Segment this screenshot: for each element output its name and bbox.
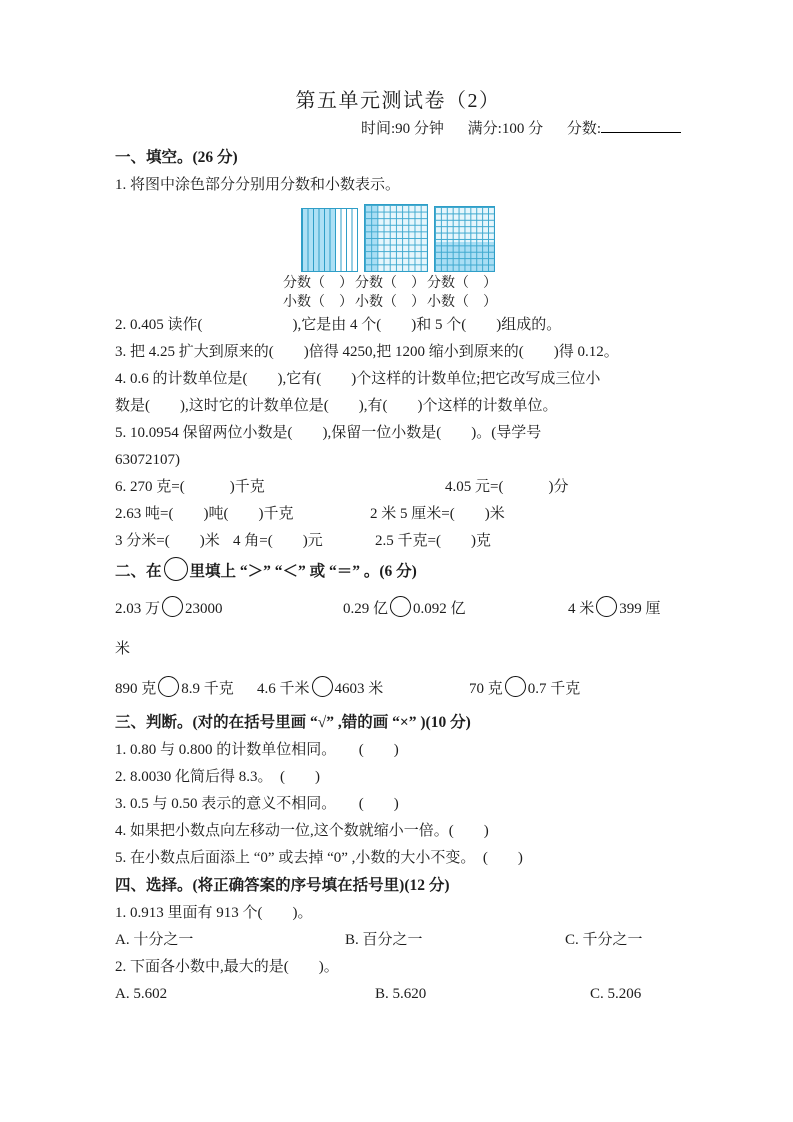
comparison-circle — [390, 596, 411, 617]
s1-q5-line2: 63072107) — [115, 452, 180, 468]
comparison-left: 890 克 — [115, 681, 157, 697]
tenths-strip-grid — [301, 208, 358, 272]
comparison-circle — [158, 676, 179, 697]
s1-q6-row-3 — [115, 528, 681, 555]
option-c: C. 千分之一 — [565, 932, 643, 948]
score-blank-underline — [601, 118, 681, 133]
full-score-label: 满分:100 分 — [467, 121, 544, 137]
hundredths-grid-bottom-shaded — [434, 206, 495, 272]
s1-q1-text: 1. 将图中涂色部分分别用分数和小数表示。 — [115, 177, 401, 193]
comparison-right: 8.9 千克 — [181, 681, 234, 697]
s4-q2-options — [115, 981, 681, 1008]
option-c: C. 5.206 — [590, 986, 642, 1002]
fraction-label: 分数（ ） — [427, 276, 497, 291]
s3-item-5: 5. 在小数点后面添上 “0” 或去掉 “0” ,小数的大小不变。 ( ) — [115, 850, 523, 866]
conversion-item: 2.63 吨=( )吨( )千克 — [115, 506, 294, 522]
hundredths-grid-left-shaded — [364, 204, 428, 272]
s1-q4-line1: 4. 0.6 的计数单位是( ),它有( )个这样的计数单位;把它改写成三位小 — [115, 371, 601, 387]
fraction-label: 分数（ ） — [283, 276, 353, 291]
s3-item-4: 4. 如果把小数点向左移动一位,这个数就缩小一倍。( ) — [115, 823, 489, 839]
comparison-item — [115, 589, 343, 629]
section-4-heading: 四、选择。(将正确答案的序号填在括号里)(12 分) — [115, 877, 450, 894]
s1-q6-row-2 — [115, 501, 681, 528]
comparison-right: 0.7 千克 — [527, 681, 581, 697]
s1-q2-text: 2. 0.405 读作( ),它是由 4 个( )和 5 个( )组成的。 — [115, 317, 562, 333]
s4-q2-text: 2. 下面各小数中,最大的是( )。 — [115, 959, 339, 975]
comparison-left: 70 克 — [469, 681, 503, 697]
conversion-item: 6. 270 克=( )千克 — [115, 479, 265, 495]
comparison-item — [115, 669, 257, 709]
comparison-circle — [162, 596, 183, 617]
comparison-circle — [312, 676, 333, 697]
shaded-grids-figure — [301, 204, 681, 272]
conversion-item: 2.5 千克=( )克 — [375, 533, 491, 549]
s3-item-1: 1. 0.80 与 0.800 的计数单位相同。 ( ) — [115, 742, 399, 758]
comparison-item — [257, 669, 469, 709]
s3-item-2: 2. 8.0030 化简后得 8.3。 ( ) — [115, 769, 320, 785]
comparison-left: 4 米 — [568, 601, 595, 617]
comparison-circle-icon — [164, 557, 188, 581]
fraction-label: 分数（ ） — [355, 276, 425, 291]
option-a: A. 5.602 — [115, 986, 168, 1002]
s1-q6-row-1 — [115, 474, 681, 501]
score-label: 分数: — [566, 121, 601, 137]
s4-q1-options — [115, 927, 681, 954]
section-2-heading-post: 里填上 “＞” “＜” 或 “＝” 。(6 分) — [189, 563, 417, 580]
comparison-circle — [596, 596, 617, 617]
time-label: 时间:90 分钟 — [360, 121, 444, 137]
s3-item-3: 3. 0.5 与 0.50 表示的意义不相同。 ( ) — [115, 796, 399, 812]
comparison-left: 0.29 亿 — [343, 601, 389, 617]
s2-comparison-row-1 — [115, 589, 681, 629]
comparison-circle — [505, 676, 526, 697]
conversion-item: 4.05 元=( )分 — [445, 479, 569, 495]
comparison-item — [343, 589, 568, 629]
comparison-item — [568, 589, 681, 629]
comparison-item — [469, 669, 681, 709]
section-2-heading — [115, 555, 681, 589]
comparison-left: 4.6 千米 — [257, 681, 310, 697]
conversion-item: 3 分米=( )米 — [115, 533, 220, 549]
comparison-right: 23000 — [185, 601, 223, 617]
option-a: A. 十分之一 — [115, 932, 194, 948]
decimal-label: 小数（ ） — [427, 295, 497, 310]
s4-q1-text: 1. 0.913 里面有 913 个( )。 — [115, 905, 313, 921]
meta-line — [115, 116, 681, 142]
section-1-heading: 一、填空。(26 分) — [115, 149, 238, 166]
page-title: 第五单元测试卷（2） — [295, 90, 501, 112]
option-b: B. 百分之一 — [345, 932, 423, 948]
comparison-right: 399 厘 — [619, 601, 661, 617]
section-3-heading: 三、判断。(对的在括号里画 “√” ,错的画 “×” )(10 分) — [115, 714, 471, 731]
s2-wrapped-char: 米 — [115, 641, 131, 657]
comparison-left: 2.03 万 — [115, 601, 161, 617]
conversion-item: 2 米 5 厘米=( )米 — [370, 506, 505, 522]
fraction-labels-row — [283, 274, 681, 293]
s1-q4-line2: 数是( ),这时它的计数单位是( ),有( )个这样的计数单位。 — [115, 398, 558, 414]
comparison-right: 0.092 亿 — [413, 601, 466, 617]
decimal-label: 小数（ ） — [283, 295, 353, 310]
s1-q3-text: 3. 把 4.25 扩大到原来的( )倍得 4250,把 1200 缩小到原来的( )得 0.12。 — [115, 344, 619, 360]
decimal-label: 小数（ ） — [355, 295, 425, 310]
comparison-right: 4603 米 — [334, 681, 384, 697]
s2-comparison-row-2 — [115, 669, 681, 709]
decimal-labels-row — [283, 293, 681, 312]
conversion-item: 4 角=( )元 — [233, 533, 323, 549]
option-b: B. 5.620 — [375, 986, 427, 1002]
section-2-heading-pre: 二、在 — [115, 563, 162, 580]
s1-q5-line1: 5. 10.0954 保留两位小数是( ),保留一位小数是( )。(导学号 — [115, 425, 542, 441]
